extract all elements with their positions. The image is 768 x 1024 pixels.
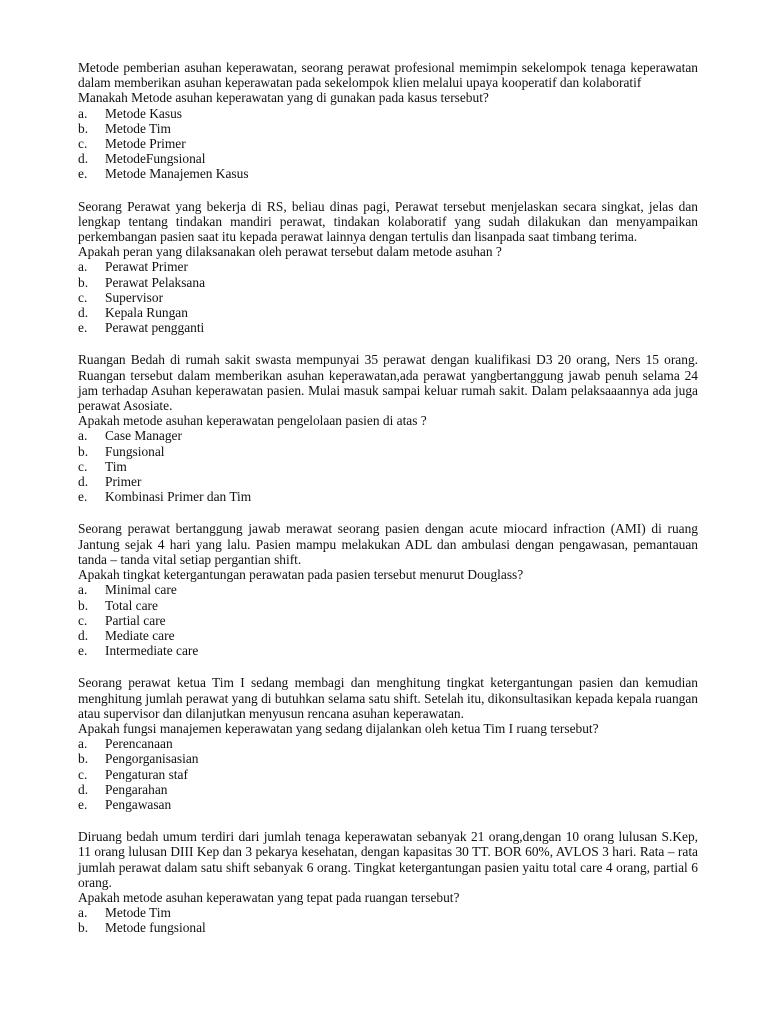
option-letter: e. <box>78 489 88 505</box>
option-text: Tim <box>105 458 127 474</box>
question-prompt: Apakah fungsi manajemen keperawatan yang sedang dijalankan oleh ketua Tim I ruang tersebut? <box>78 720 599 736</box>
option-letter: d. <box>78 474 89 490</box>
option-text: Mediate care <box>105 627 175 643</box>
option-letter: c. <box>78 136 88 152</box>
question-prompt: Apakah peran yang dilaksanakan oleh perawat tersebut dalam metode asuhan ? <box>78 244 502 260</box>
option-text: Kombinasi Primer dan Tim <box>105 489 252 505</box>
question-prompt: Apakah tingkat ketergantungan perawatan pada pasien tersebut menurut Douglass? <box>78 567 524 583</box>
option-text: Perencanaan <box>105 736 173 752</box>
answer-option <box>78 628 698 643</box>
option-letter: a. <box>78 259 88 275</box>
option-letter: c. <box>78 458 88 474</box>
option-letter: b. <box>78 443 89 459</box>
answer-options <box>78 259 698 335</box>
option-text: Primer <box>105 474 142 490</box>
option-letter: a. <box>78 105 88 121</box>
option-letter: a. <box>78 736 88 752</box>
option-text: Pengarahan <box>105 781 168 797</box>
option-text: Supervisor <box>105 289 164 305</box>
question-3 <box>78 352 698 504</box>
option-text: Minimal care <box>105 582 177 598</box>
answer-option <box>78 305 698 320</box>
answer-option <box>78 428 698 443</box>
option-letter: b. <box>78 920 89 936</box>
option-letter: c. <box>78 612 88 628</box>
answer-option <box>78 444 698 459</box>
option-text: Metode Tim <box>105 905 171 921</box>
answer-option <box>78 736 698 751</box>
answer-option <box>78 459 698 474</box>
option-text: Metode Tim <box>105 120 171 136</box>
option-text: Metode Kasus <box>105 105 182 121</box>
answer-option <box>78 767 698 782</box>
option-text: Pengorganisasian <box>105 751 199 767</box>
answer-option <box>78 106 698 121</box>
answer-option <box>78 290 698 305</box>
option-letter: a. <box>78 428 88 444</box>
option-text: Perawat Pelaksana <box>105 274 206 290</box>
option-text: Pengaturan staf <box>105 766 188 782</box>
question-prompt: Apakah metode asuhan keperawatan yang tepat pada ruangan tersebut? <box>78 889 460 905</box>
answer-option <box>78 905 698 920</box>
answer-option <box>78 751 698 766</box>
answer-options <box>78 106 698 182</box>
answer-option <box>78 151 698 166</box>
answer-option <box>78 582 698 597</box>
option-text: Kepala Rungan <box>105 305 188 321</box>
option-letter: e. <box>78 796 88 812</box>
option-text: Total care <box>105 597 158 613</box>
option-letter: e. <box>78 320 88 336</box>
question-6 <box>78 829 698 935</box>
question-2 <box>78 199 698 336</box>
option-letter: d. <box>78 151 89 167</box>
option-letter: d. <box>78 781 89 797</box>
option-text: Pengawasan <box>105 796 172 812</box>
question-stem: Seorang Perawat yang bekerja di RS, beliau dinas pagi, Perawat tersebut menjelaskan secara singkat, jelas dan lengkap tentang tindakan mandiri perawat, tindakan kolaboratif yang sudah dilakukan dan menyampaikan perkembangan pasien saat itu kepada perawat lainnya dengan tertulis dan lisanpada saat timbang terima. <box>78 198 698 245</box>
option-letter: d. <box>78 627 89 643</box>
answer-options <box>78 736 698 812</box>
answer-option <box>78 598 698 613</box>
answer-option <box>78 489 698 504</box>
question-stem: Seorang perawat bertanggung jawab merawat seorang pasien dengan acute miocard infraction (AMI) di ruang Jantung sejak 4 hari yang lalu. Pasien mampu melakukan ADL dan ambulasi dengan pengawasan, pemantauan tanda – tanda vital setiap pergantian shift. <box>78 521 698 567</box>
option-letter: c. <box>78 766 88 782</box>
question-prompt: Manakah Metode asuhan keperawatan yang di gunakan pada kasus tersebut? <box>78 90 489 106</box>
answer-options <box>78 428 698 504</box>
question-stem: Metode pemberian asuhan keperawatan, seorang perawat profesional memimpin sekelompok tenaga keperawatan dalam memberikan asuhan keperawatan pada sekelompok klien melalui upaya kooperatif dan kolaboratif <box>78 60 698 91</box>
option-text: Partial care <box>105 612 166 628</box>
option-text: Intermediate care <box>105 643 199 659</box>
answer-option <box>78 166 698 181</box>
option-text: Perawat pengganti <box>105 320 205 336</box>
option-letter: a. <box>78 905 88 921</box>
document-page <box>78 60 698 953</box>
answer-option <box>78 782 698 797</box>
question-4 <box>78 521 698 658</box>
answer-option <box>78 797 698 812</box>
option-letter: b. <box>78 597 89 613</box>
option-text: Metode Manajemen Kasus <box>105 166 249 182</box>
answer-option <box>78 136 698 151</box>
option-letter: b. <box>78 120 89 136</box>
option-letter: c. <box>78 289 88 305</box>
option-text: Metode Primer <box>105 136 186 152</box>
option-text: Fungsional <box>105 443 165 459</box>
question-1 <box>78 60 698 182</box>
question-stem: Ruangan Bedah di rumah sakit swasta mempunyai 35 perawat dengan kualifikasi D3 20 orang, Ners 15 orang. Ruangan tersebut dalam memberikan asuhan keperawatan,ada perawat yangbertanggung jawab penuh selama 24 jam terhadap Asuhan keperawatan pasien. Mulai masuk sampai keluar rumah sakit. Dalam pelaksaaannya ada juga perawat Asosiate. <box>78 352 698 414</box>
option-text: Case Manager <box>105 428 182 444</box>
option-letter: a. <box>78 582 88 598</box>
answer-options <box>78 582 698 658</box>
answer-option <box>78 259 698 274</box>
answer-option <box>78 320 698 335</box>
answer-options <box>78 905 698 935</box>
answer-option <box>78 275 698 290</box>
option-letter: b. <box>78 274 89 290</box>
option-text: MetodeFungsional <box>105 151 206 167</box>
option-letter: d. <box>78 305 89 321</box>
answer-option <box>78 613 698 628</box>
question-stem: Diruang bedah umum terdiri dari jumlah tenaga keperawatan sebanyak 21 orang,dengan 10 orang lulusan S.Kep, 11 orang lulusan DIII Kep dan 3 pekarya kesehatan, dengan kapasitas 30 TT. BOR 60%, AVLOS 3 hari. Rata – rata jumlah perawat dalam satu shift sebanyak 6 orang. Tingkat ketergantungan pasien yaitu total care 4 orang, partial 6 orang. <box>78 829 698 890</box>
option-letter: b. <box>78 751 89 767</box>
answer-option <box>78 474 698 489</box>
option-letter: e. <box>78 643 88 659</box>
answer-option <box>78 121 698 136</box>
answer-option <box>78 920 698 935</box>
option-text: Metode fungsional <box>105 920 206 936</box>
question-stem: Seorang perawat ketua Tim I sedang membagi dan menghitung tingkat ketergantungan pasien dan kemudian menghitung jumlah perawat yang di butuhkan selama satu shift. Setelah itu, dikonsultasikan kepada kepala ruangan atau supervisor dan dilanjutkan menyusun rencana asuhan keperawatan. <box>78 675 698 721</box>
question-5 <box>78 675 698 812</box>
option-letter: e. <box>78 166 88 182</box>
option-text: Perawat Primer <box>105 259 188 275</box>
question-prompt: Apakah metode asuhan keperawatan pengelolaan pasien di atas ? <box>78 413 427 429</box>
answer-option <box>78 643 698 658</box>
